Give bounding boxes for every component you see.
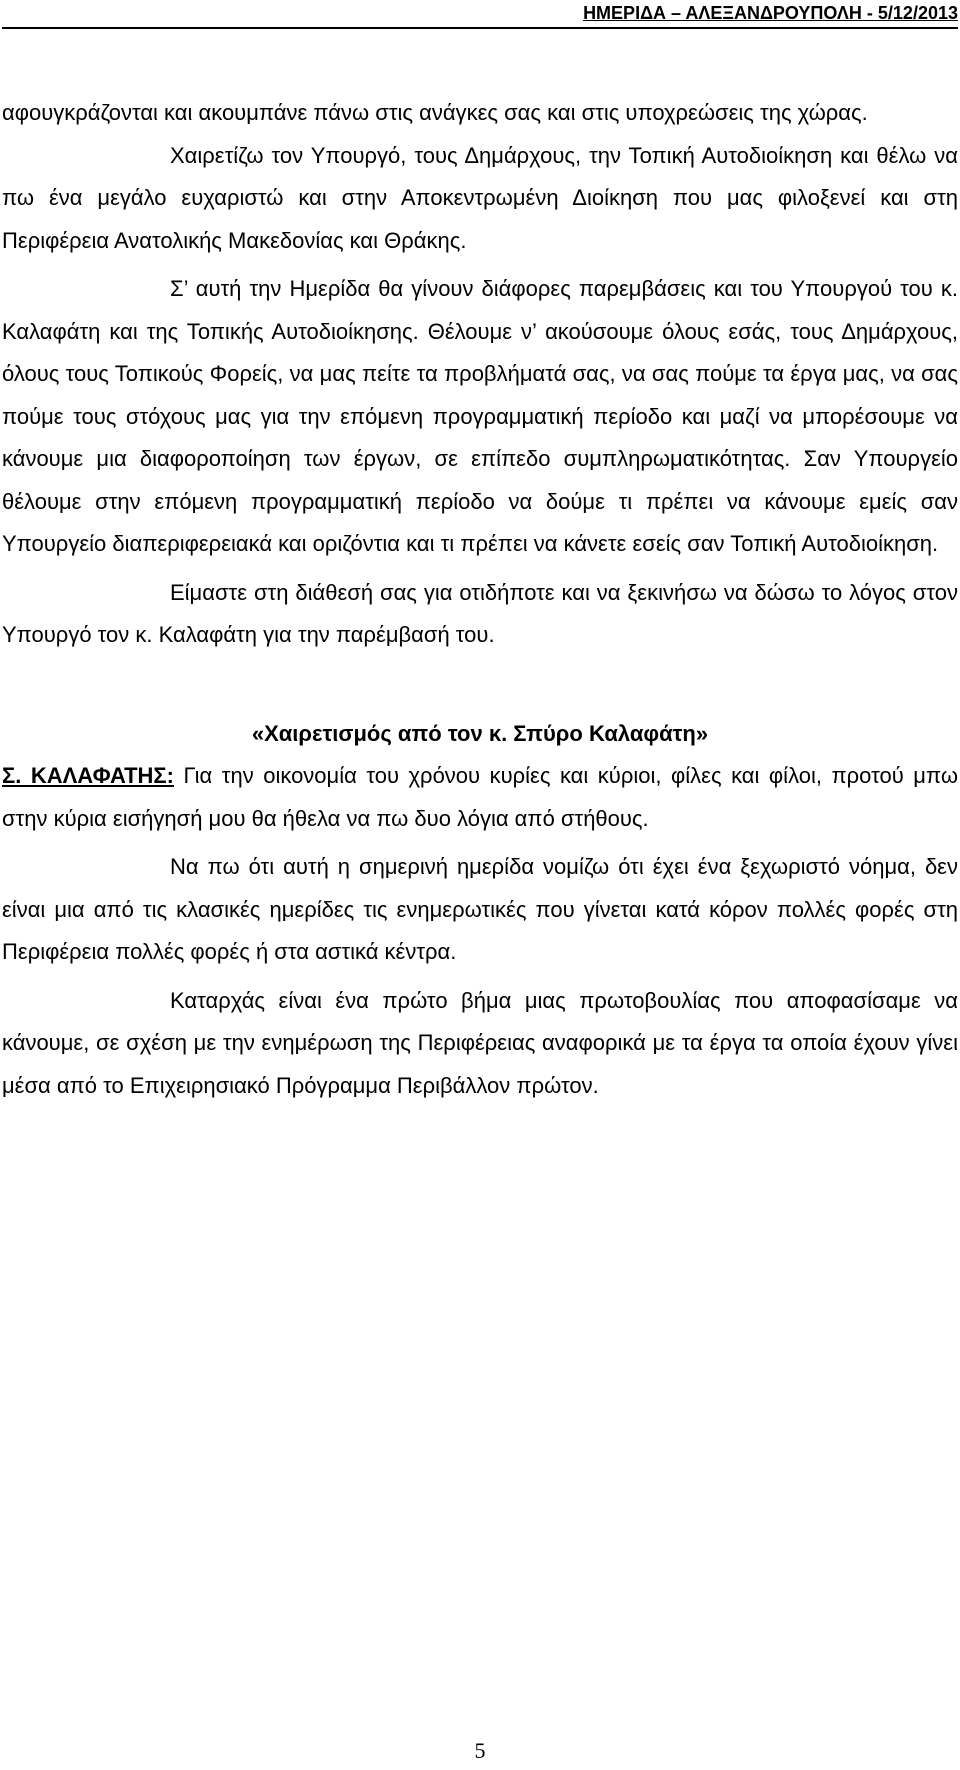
- paragraph-conference-plan: Σ’ αυτή την Ημερίδα θα γίνουν διάφορες παρεμβάσεις και του Υπουργού του κ. Καλαφάτη και της Τοπικής Αυτοδιοίκησης. Θέλουμε ν’ ακούσουμε όλους εσάς, τους Δημάρχους, όλους τους Τοπικούς Φορείς, να μας πείτε τα προβλήματά σας, να σας πούμε τα έργα μας, να σας πούμε τους στόχους μας για την επόμενη προγραμματική περίοδο και μαζί να μπορέσουμε να κάνουμε μια διαφοροποίηση των έργων, σε επίπεδο συμπληρωματικότητας. Σαν Υπουργείο θέλουμε στην επόμενη προγραμματική περίοδο να δούμε τι πρέπει να κάνουμε εμείς σαν Υπουργείο διαπεριφερειακά και οριζόντια και τι πρέπει να κάνετε εσείς σαν Τοπική Αυτοδιοίκηση.: [2, 276, 958, 556]
- page-number: 5: [474, 1738, 486, 1763]
- header-title: ΗΜΕΡΙΔΑ – ΑΛΕΞΑΝΔΡΟΥΠΟΛΗ - 5/12/2013: [583, 3, 958, 23]
- speech-paragraph-opening: [2, 755, 958, 840]
- section-heading: «Χαιρετισμός από τον κ. Σπύρο Καλαφάτη»: [251, 720, 709, 746]
- document-body: [2, 92, 958, 1107]
- speech-paragraph-meaning: Να πω ότι αυτή η σημερινή ημερίδα νομίζω ότι έχει ένα ξεχωριστό νόημα, δεν είναι μια από τις κλασικές ημερίδες τις ενημερωτικές που γίνεται κατά κόρον πολλές φορές στη Περιφέρεια πολλές φορές ή στα αστικά κέντρα.: [2, 854, 958, 964]
- speaker-name: Σ. ΚΑΛΑΦΑΤΗΣ:: [2, 763, 174, 788]
- speech-opening-text: Για την οικονομία του χρόνου κυρίες και κύριοι, φίλες και φίλοι, προτού μπω στην κύρια εισήγησή μου θα ήθελα να πω δυο λόγια από στήθους.: [2, 763, 958, 831]
- paragraph-greetings: Χαιρετίζω τον Υπουργό, τους Δημάρχους, την Τοπική Αυτοδιοίκηση και θέλω να πω ένα μεγάλο ευχαριστώ και στην Αποκεντρωμένη Διοίκηση που μας φιλοξενεί και στη Περιφέρεια Ανατολικής Μακεδονίας και Θράκης.: [2, 142, 958, 253]
- paragraph-intro: αφουγκράζονται και ακουμπάνε πάνω στις ανάγκες σας και στις υποχρεώσεις της χώρας.: [2, 100, 868, 125]
- speech-paragraph-initiative: Καταρχάς είναι ένα πρώτο βήμα μιας πρωτοβουλίας που αποφασίσαμε να κάνουμε, σε σχέση με την ενημέρωση της Περιφέρειας αναφορικά με τα έργα τα οποία έχουν γίνει μέσα από το Επιχειρησιακό Πρόγραμμα Περιβάλλον πρώτον.: [2, 987, 958, 1098]
- paragraph-closing: Είμαστε στη διάθεσή σας για οτιδήποτε και να ξεκινήσω να δώσω το λόγος στον Υπουργό τον κ. Καλαφάτη για την παρέμβασή του.: [2, 579, 958, 647]
- header-rule: [2, 27, 958, 29]
